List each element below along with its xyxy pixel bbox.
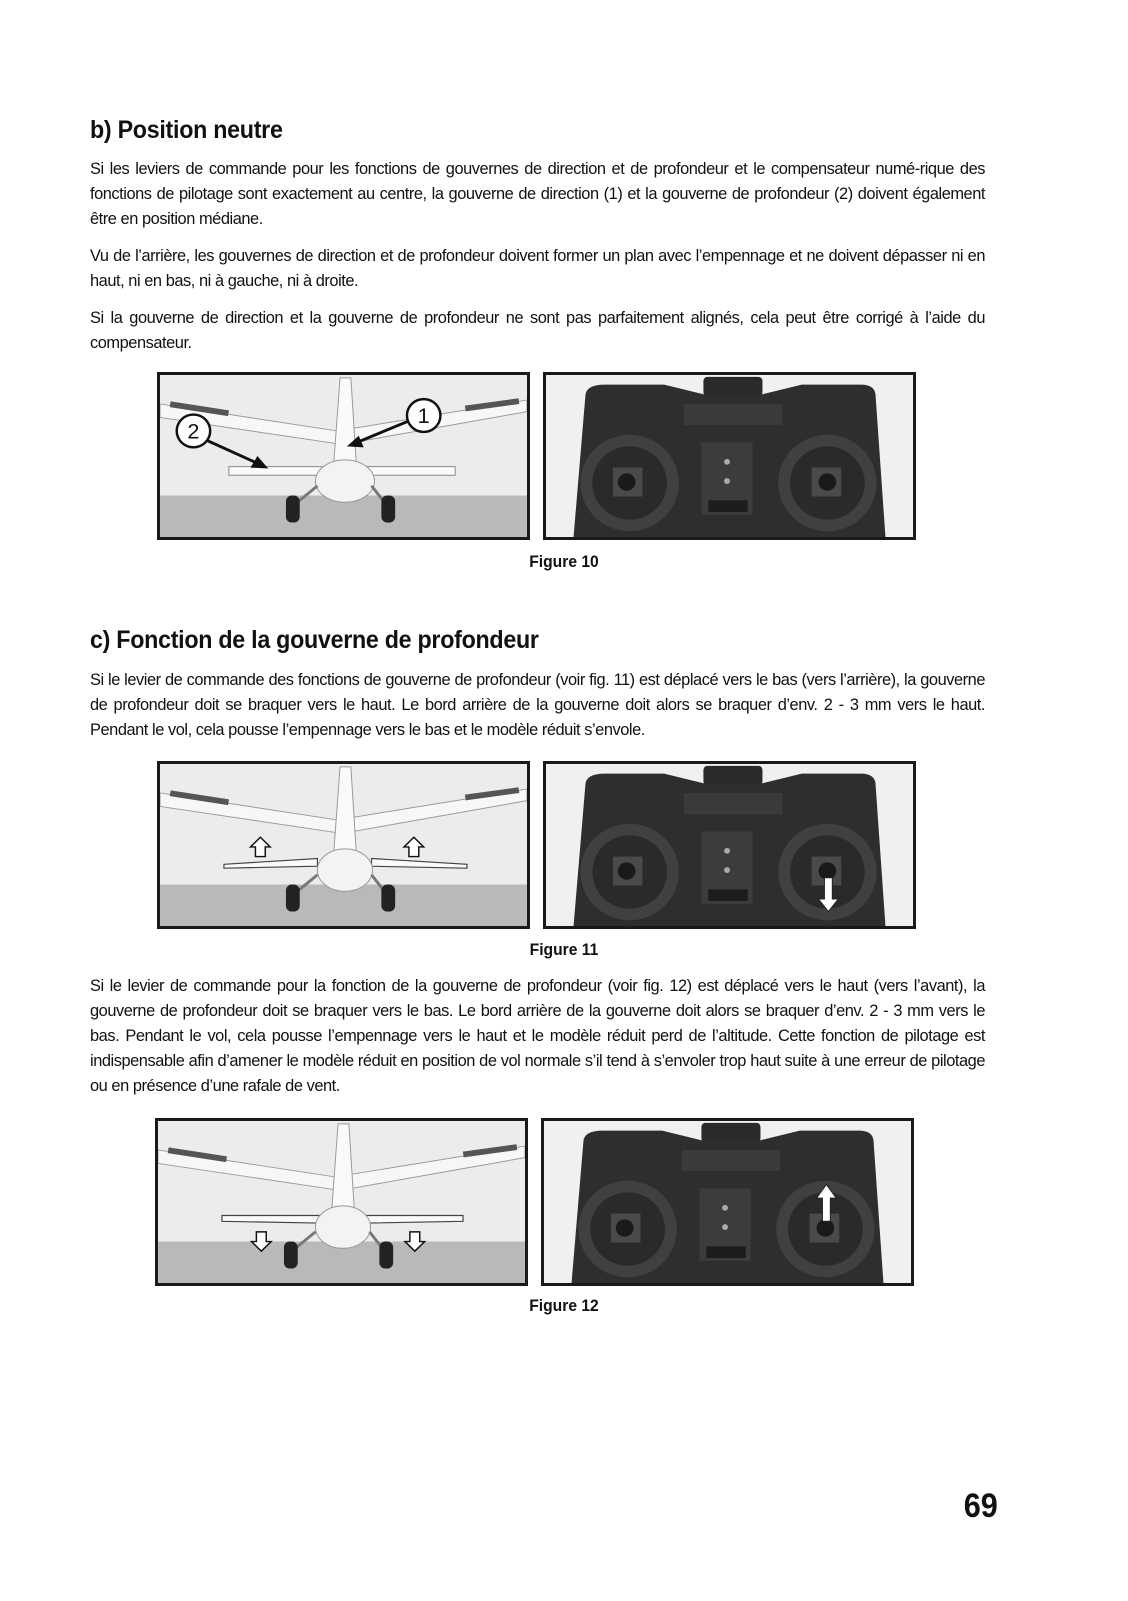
- figure-11-plane-photo: [157, 761, 530, 929]
- section-b-heading: b) Position neutre: [90, 116, 283, 144]
- figure-11-transmitter-photo: [543, 761, 916, 929]
- page-number: 69: [963, 1487, 998, 1525]
- figure-12-transmitter-photo: [541, 1118, 914, 1286]
- callout-1-label: 1: [417, 404, 430, 429]
- section-b-paragraph-1: Si les leviers de commande pour les fonctions de gouvernes de direction et de profondeur et le compensateur numé-rique des fonctions de pilotage sont exactement au centre, la gouverne de direction (1) et la gouverne de profondeur (2) doivent également être en position médiane.: [90, 160, 985, 228]
- section-c-heading: c) Fonction de la gouverne de profondeur: [90, 626, 539, 654]
- section-b-paragraph-3: Si la gouverne de direction et la gouverne de profondeur ne sont pas parfaitement alignés, cela peut être corrigé à l’aide du compensateur.: [90, 309, 985, 352]
- figure-10-transmitter-photo: [543, 372, 916, 540]
- section-b-paragraph-2: Vu de l’arrière, les gouvernes de direction et de profondeur doivent former un plan avec l’empennage et ne doivent dépasser ni en haut, ni en bas, ni à gauche, ni à droite.: [90, 247, 985, 290]
- figure-10-plane-photo: [157, 372, 530, 540]
- callout-2-label: 2: [187, 419, 200, 444]
- figure-12-caption: Figure 12: [529, 1296, 599, 1315]
- figure-12-plane-photo: [155, 1118, 528, 1286]
- figure-11-caption: Figure 11: [529, 940, 599, 959]
- section-c-paragraph-1: Si le levier de commande des fonctions de gouverne de profondeur (voir fig. 11) est déplacé vers le bas (vers l’arrière), la gouverne de profondeur doit se braquer vers le haut. Le bord arrière de la gouverne doit alors se braquer d’env. 2 - 3 mm vers le haut. Pendant le vol, cela pousse l’empennage vers le bas et le modèle réduit s’envole.: [90, 671, 985, 739]
- figure-10-caption: Figure 10: [529, 552, 599, 571]
- section-c-paragraph-2: Si le levier de commande pour la fonction de la gouverne de profondeur (voir fig. 12) est déplacé vers le haut (vers l’avant), la gouverne de profondeur doit se braquer vers le bas. Le bord arrière de la gouverne doit alors se braquer d’env. 2 - 3 mm vers le bas. Pendant le vol, cela pousse l’empennage vers le haut et le modèle réduit perd de l’altitude. Cette fonction de pilotage est indispensable afin d’amener le modèle réduit en position de vol normale s’il tend à s’envoler trop haut suite à une erreur de pilotage ou en présence d’une rafale de vent.: [90, 977, 985, 1095]
